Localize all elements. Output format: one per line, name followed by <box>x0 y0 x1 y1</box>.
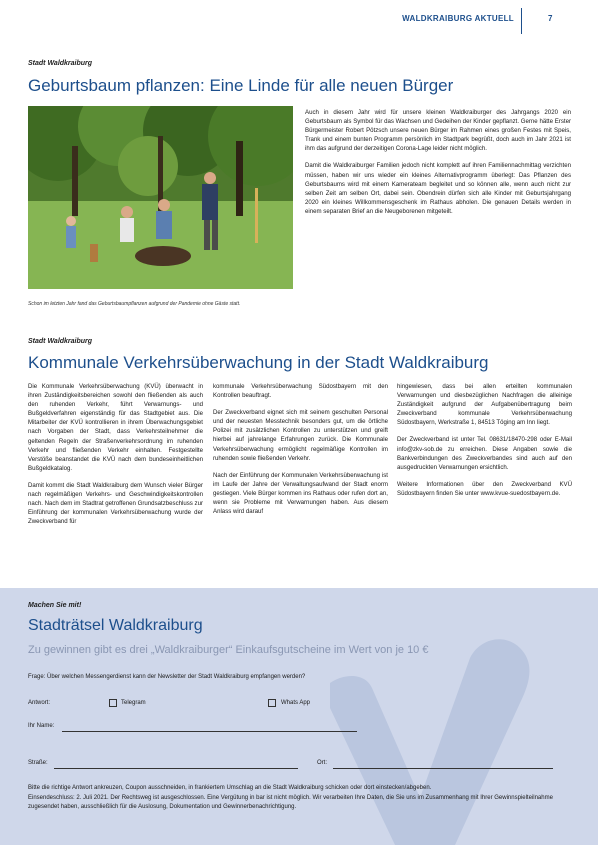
article2-paragraph: Damit kommt die Stadt Waldkraiburg dem Wunsch vieler Bürger nach regelmäßigen Verkehrs- und Geschwindigkeitskontrollen nach. Nach dem im Stadtrat getroffenen Grundsatzbeschluss zur Einführung der kommunalen Verkehrsüberwachung wurde der Zweckverband für <box>28 481 204 526</box>
article1-kicker: Stadt Waldkraiburg <box>28 60 93 67</box>
article2-kicker: Stadt Waldkraiburg <box>28 338 93 345</box>
article2-paragraph: Die Kommunale Verkehrsüberwachung (KVÜ) überwacht in ihren Zuständigkeitsbereichen sowohl den fließenden als auch den ruhenden Verkehr, führt Verwarnungs- und Bußgeldverfahren eigenständig für das Stadtgebiet aus. Die Mitarbeiter der KVÜ kontrollieren in ihrem Überwachungsgebiet nach Vorgaben der Stadt, dass Verkehrsteilnehmer die geltenden Regeln der Straßenverkehrsordnung im ruhenden Verkehr und fließenden Verkehr einhalten. Festgestellte Verstöße beanstandet die KVÜ nach dem bundeseinheitlichen Bußgeldkatalog. <box>28 383 203 472</box>
article1-headline: Geburtsbaum pflanzen: Eine Linde für alle neuen Bürger <box>28 76 454 95</box>
article2-column-1 <box>28 382 203 534</box>
name-label: Ihr Name: <box>28 723 55 729</box>
article1-paragraph: Damit die Waldkraiburger Familien jedoch nicht komplett auf ihren Familiennachmittag verzichten müssen, haben wir uns wieder ein kleines Alternativprogramm überlegt: Das Pflanzen des Geburtsbaums wird mit einem Kamerateam begleitet und so können alle, wenn auch nicht zur selben Zeit am selben Ort, dabei sein. Obendrein dürfen sich alle Kinder mit Geburtsjahrgang 2020 ein kleines Willkommensgeschenk im Rathaus abholen. Die genauen Details werden in einem separaten Brief an die Neugeborenen mitgeteilt. <box>305 162 571 215</box>
answer-label: Antwort: <box>28 700 51 706</box>
article2-paragraph: Weitere Informationen über den Zweckverband KVÜ Südostbayern finden Sie unter www.kvue-suedostbayern.de. <box>397 480 572 497</box>
whatsapp-label: Whats App <box>281 700 311 706</box>
article1-body <box>305 108 571 224</box>
city-label: Ort: <box>317 760 327 766</box>
article2-column-2 <box>213 382 388 524</box>
article2-column-3 <box>397 382 572 506</box>
article2-paragraph: Der Zweckverband ist unter Tel. 08631/18470-298 oder E-Mail info@zkv-sob.de zu erreichen. Diese Angaben sowie die Bankverbindungen des Zweckverbandes sind auch auf den ausgedruckten Verwarnungen ersichtlich. <box>397 436 572 471</box>
promo-kicker: Machen Sie mit! <box>28 602 82 609</box>
article2-paragraph: Nach der Einführung der Kommunalen Verkehrsüberwachung ist im Laufe der Jahre der Verwaltungsaufwand der Stadt enorm gestiegen. Viele Bürger kommen ins Rathaus oder rufen dort an, wenn sie Probleme mit Verwarnungen haben. Aus diesem Anlass wird darauf <box>213 471 388 516</box>
promo-subtitle: Zu gewinnen gibt es drei „Waldkraiburger“ Einkaufsgutscheine im Wert von je 10 € <box>28 644 429 656</box>
telegram-label: Telegram <box>121 700 146 706</box>
city-field[interactable] <box>333 768 553 769</box>
footer-terms: Einsendeschluss: 2. Juli 2021. Der Rechtsweg ist ausgeschlossen. Eine Vergütung in bar ist nicht möglich. Wir verarbeiten Ihre Daten, die Sie uns im Zusammenhang mit Ihrer Gewinnspielteilnahme zugesendet haben, ausschließlich für die Auslosung, Dokumentation und Gewinnerbenachrichtigung. <box>28 794 553 810</box>
article2-paragraph: kommunale Verkehrsüberwachung Südostbayern mit den Kontrollen beauftragt. <box>213 383 388 400</box>
name-field[interactable] <box>62 731 357 732</box>
header-divider <box>521 8 522 34</box>
article2-paragraph: hingewiesen, dass bei allen erteilten kommunalen Verwarnungen und diesbezüglichen Nachfragen die alleinige Zuständigkeit aufgrund der Aufgabenübertragung beim Zweckverband kommunale Verkehrsüberwachung Südostbayern, Werkstraße 1, 84513 Töging am Inn liegt. <box>397 383 572 427</box>
telegram-checkbox[interactable] <box>109 699 117 707</box>
promo-title: Stadträtsel Waldkraiburg <box>28 617 203 634</box>
whatsapp-checkbox[interactable] <box>268 699 276 707</box>
page-number: 7 <box>548 14 553 23</box>
article2-paragraph: Der Zweckverband eignet sich mit seinem geschulten Personal und der neuesten Messtechnik besonders gut, um die örtliche Polizei mit zusätzlichen Kontrollen zu unterstützen und greift hierbei auf jahrelange Erfahrungen zurück. Die Kommunale Verkehrsüberwachung ermöglicht regelmäßige Kontrollen im ruhenden sowie fließenden Verkehr. <box>213 409 388 462</box>
coupon-footer <box>28 784 573 813</box>
header-title: WALDKRAIBURG AKTUELL <box>402 14 514 23</box>
footer-instructions: Bitte die richtige Antwort ankreuzen, Coupon ausschneiden, in frankiertem Umschlag an die Stadt Waldkraiburg schicken oder dort einstecken/abgeben. <box>28 785 432 791</box>
article2-headline: Kommunale Verkehrsüberwachung in der Stadt Waldkraiburg <box>28 353 489 372</box>
article1-caption: Schon im letzten Jahr fand das Geburtsbaumpflanzen aufgrund der Pandemie ohne Gäste statt. <box>28 301 241 307</box>
article1-paragraph: Auch in diesem Jahr wird für unsere kleinen Waldkraiburger des Jahrgangs 2020 ein Geburtsbaum als Symbol für das Wachsen und Gedeihen der Kinder gepflanzt. Gerne hätte Erster Bürgermeister Robert Pötzsch unsere neuen Bürger im Rahmen eines großen Festes mit Speis, Trank und einem bunten Programm persönlich im Stadtpark begrüßt, doch auch im Jahr 2021 ist ihm das aufgrund der derzeitigen Corona-Lage leider nicht möglich. <box>305 109 571 153</box>
riddle-question: Frage: Über welchen Messengerdienst kann der Newsletter der Stadt Waldkraiburg empfangen werden? <box>28 674 306 680</box>
article1-photo <box>28 106 293 289</box>
street-field[interactable] <box>54 768 298 769</box>
street-label: Straße: <box>28 760 48 766</box>
